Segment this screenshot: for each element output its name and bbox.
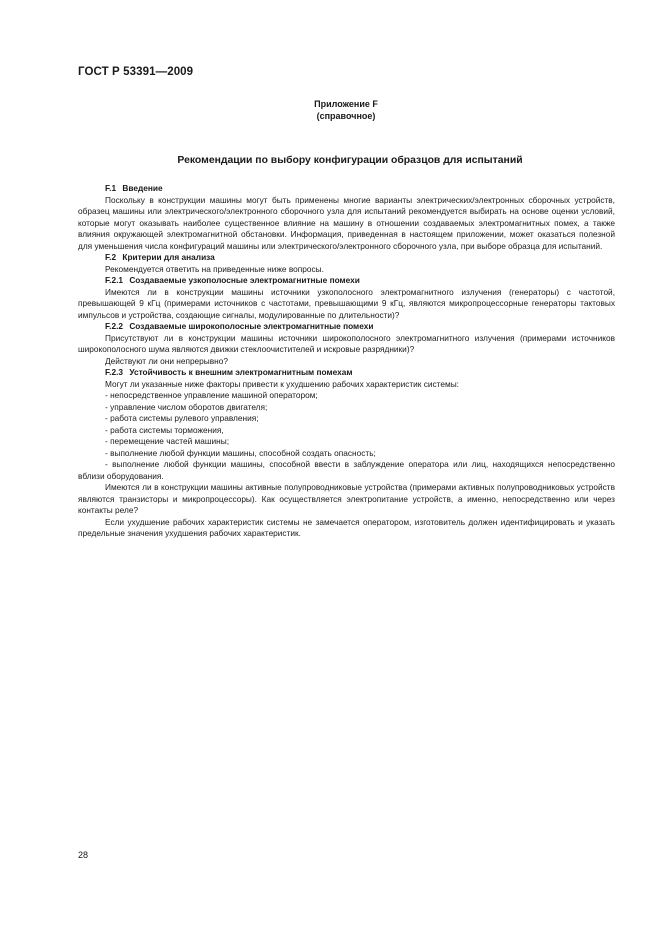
section-number: F.2.3 bbox=[105, 367, 123, 377]
paragraph: Имеются ли в конструкции машины активные полупроводниковые устройства (примерами активных полупроводниковых устройств являются транзисторы и микропроцессоры). Как осуществляется электропитание устройств, а именно, непосредственно или через контакты реле? bbox=[78, 482, 615, 515]
annex-subtitle: (справочное) bbox=[316, 111, 376, 121]
paragraph: Рекомендуется ответить на приведенные ниже вопросы. bbox=[105, 263, 324, 274]
list-item-long: - выполнение любой функции машины, способной ввести в заблуждение оператора или лиц, находящихся непосредственно вблизи оборудования. bbox=[78, 459, 615, 481]
section-number: F.2.2 bbox=[105, 321, 123, 331]
section-heading-text: Введение bbox=[122, 183, 163, 193]
document-body bbox=[78, 183, 615, 540]
section-heading-text: Создаваемые узкополосные электромагнитные помехи bbox=[129, 275, 360, 285]
list-item: - непосредственное управление машиной оператором; bbox=[105, 390, 318, 400]
section-heading-f1 bbox=[78, 183, 615, 195]
section-number: F.1 bbox=[105, 183, 117, 193]
section-heading-f23 bbox=[78, 367, 615, 379]
document-title: Рекомендации по выбору конфигурации образцов для испытаний bbox=[177, 155, 523, 166]
paragraph: Присутствуют ли в конструкции машины источники широкополосного электромагнитного излучения (примерами источников широкополосного шума являются движки стеклоочистителей и искровые разрядники)? bbox=[78, 332, 615, 354]
paragraph: Поскольку в конструкции машины могут быть применены многие варианты электрических/электронных сборочных устройств, образец машины или электрического/электронного сборочного узла для испытаний рекомендуется выбирать на основе оценки условий, которые могут оказывать наиболее существенное влияние на машину в отношении создаваемых электромагнитных помех, а также влияния окружающей электромагнитной обстановки. Информация, приведенная в настоящем приложении, может оказаться полезной для уменьшения числа конфигураций машины или электрического/электронного сборочного узла, при выборе образца для испытаний. bbox=[78, 194, 615, 251]
section-heading-text: Создаваемые широкополосные электромагнитные помехи bbox=[129, 321, 374, 331]
list-item: - перемещение частей машины; bbox=[105, 436, 230, 446]
list-item: - работа системы торможения, bbox=[105, 424, 224, 435]
section-heading-f2 bbox=[78, 252, 615, 264]
section-number: F.2.1 bbox=[105, 275, 123, 285]
section-heading-text: Критерии для анализа bbox=[122, 252, 215, 262]
section-heading-text: Устойчивость к внешним электромагнитным помехам bbox=[129, 367, 353, 377]
page-number: 28 bbox=[78, 850, 89, 860]
list-item: - управление числом оборотов двигателя; bbox=[105, 401, 268, 412]
standard-header: ГОСТ Р 53391—2009 bbox=[78, 66, 194, 78]
paragraph: Могут ли указанные ниже факторы привести к ухудшению рабочих характеристик системы: bbox=[105, 378, 459, 389]
paragraph: Действуют ли они непрерывно? bbox=[105, 355, 228, 366]
section-number: F.2 bbox=[105, 252, 117, 262]
paragraph: Имеются ли в конструкции машины источники узкополосного электромагнитного излучения (генераторы) с частотой, превышающей 9 кГц (примерами источников с частотами, превышающими 9 кГц, являются микропроцессорные генераторы тактовых импульсов и устройства, создающие сигналы, модулированные по длительности)? bbox=[78, 286, 615, 320]
section-heading-f22 bbox=[78, 321, 615, 333]
list-item: - работа системы рулевого управления; bbox=[105, 413, 259, 423]
paragraph: Если ухудшение рабочих характеристик системы не замечается оператором, изготовитель должен идентифицировать и указать предельные значения ухудшения рабочих характеристик. bbox=[78, 516, 615, 538]
section-heading-f21 bbox=[78, 275, 615, 287]
list-item: - выполнение любой функции машины, способной создать опасность; bbox=[105, 447, 376, 458]
annex-title: Приложение F bbox=[314, 99, 378, 109]
